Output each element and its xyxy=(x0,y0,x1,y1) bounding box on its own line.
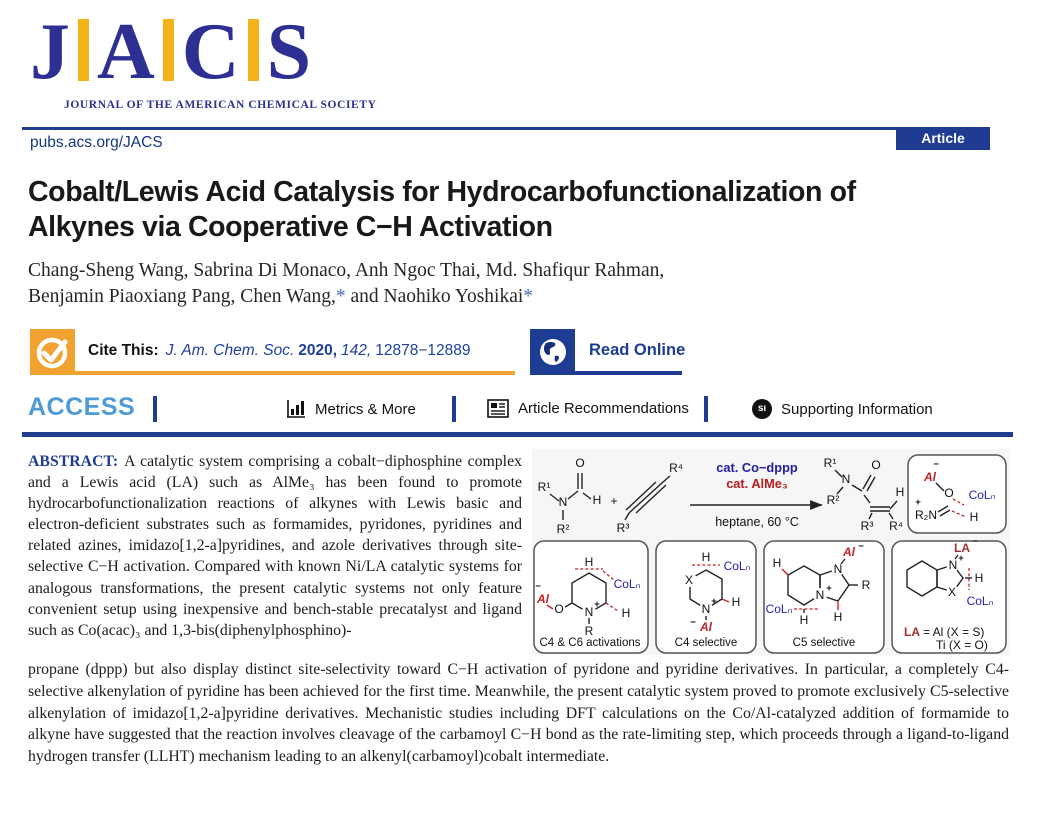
access-divider xyxy=(153,396,157,422)
article-type-badge: Article xyxy=(896,127,990,150)
aluminum-label: Al xyxy=(924,470,936,484)
lewis-acid-label: LA xyxy=(954,541,970,555)
r3-label: R³ xyxy=(860,519,874,533)
abstract-label: ABSTRACT: xyxy=(28,453,119,470)
globe-icon xyxy=(537,336,569,368)
bar-chart-icon xyxy=(286,399,306,419)
r3-label: R³ xyxy=(616,521,630,535)
reaction-arrow xyxy=(690,460,822,529)
aluminum-label: Al xyxy=(700,620,712,634)
r2n-label: R₂N xyxy=(915,508,937,522)
metrics-and-more-link[interactable] xyxy=(286,399,416,419)
cite-underline xyxy=(30,371,515,375)
plus-charge: + xyxy=(958,553,964,564)
plus-charge: + xyxy=(826,583,832,594)
plus-charge: + xyxy=(594,599,600,610)
access-divider xyxy=(704,396,708,422)
abstract-continued: propane (dppp) but also display distinct site-selectivity toward C−H activation of pyridone and pyridine derivatives. In particular, a completely C4-selective alkenylation of pyridine has been achieved for the first time. Meanwhile, the present catalytic system proved to promote exclusively C5-selective alkenylation of imidazo[1,2-a]pyridine derivatives. Mechanistic studies including DFT calculations on the Co/Al-catalyzed addition of formamide to alkyne have suggested that the reaction involves cleavage of the carbamoyl C−H bond as the rate-limiting step, which proceeds through a ligand-to-ligand hydrogen transfer (LLHT) mechanism leading to an alkenyl(carbamoyl)cobalt intermediate. xyxy=(28,661,1009,766)
cite-check-icon xyxy=(30,329,75,374)
catalyst-alme3: cat. AlMe₃ xyxy=(726,476,788,491)
hydrogen-label: H xyxy=(701,550,711,564)
hydrogen-label: H xyxy=(592,493,602,507)
section-rule xyxy=(22,432,1013,437)
r4-label: R⁴ xyxy=(889,519,903,533)
intermediate-box xyxy=(908,455,1006,533)
read-online-button[interactable] xyxy=(530,329,575,374)
corresponding-author-asterisk[interactable]: * xyxy=(523,285,534,307)
alkyne-structure xyxy=(617,461,683,535)
logo-gold-bar xyxy=(78,19,89,81)
cobalt-ligand-label: CoLₙ xyxy=(723,559,751,573)
citation-text[interactable] xyxy=(166,342,471,360)
r2-label: R² xyxy=(556,522,570,536)
supporting-information-label: Supporting Information xyxy=(781,400,933,418)
box4-caption-la: LA xyxy=(904,625,920,639)
nitrogen-label: N xyxy=(701,602,711,616)
citation[interactable] xyxy=(88,329,470,372)
minus-charge: − xyxy=(858,541,864,552)
hydrogen-label: H xyxy=(833,610,843,624)
r1-label: R¹ xyxy=(537,480,551,494)
oxygen-label: O xyxy=(575,456,585,470)
nitrogen-label: N xyxy=(584,605,594,619)
reaction-conditions: heptane, 60 °C xyxy=(715,515,799,529)
logo-gold-bar xyxy=(163,19,174,81)
graphical-abstract xyxy=(532,449,1010,655)
header-rule xyxy=(22,127,990,130)
c4-c6-activation-box xyxy=(534,541,648,653)
minus-charge: − xyxy=(690,617,696,628)
authors-line-2-text: Benjamin Piaoxiang Pang, Chen Wang, xyxy=(28,285,336,307)
hydrogen-label: H xyxy=(969,510,979,524)
authors-line-2 xyxy=(28,284,664,310)
r2-label: R² xyxy=(826,493,840,507)
citation-journal: J. Am. Chem. Soc. xyxy=(165,341,295,359)
hydrogen-label: H xyxy=(799,613,809,627)
plus-charge: + xyxy=(915,497,921,508)
lewis-acid-box xyxy=(892,536,1006,653)
article-recommendations-label: Article Recommendations xyxy=(518,400,689,417)
minus-charge: − xyxy=(535,581,541,592)
aluminum-label: Al xyxy=(537,592,549,606)
hydrogen-label: H xyxy=(621,606,631,620)
nitrogen-label: N xyxy=(558,495,568,509)
hydrogen-label: H xyxy=(772,556,782,570)
authors-line-2-text: and Naohiko Yoshikai xyxy=(345,285,524,307)
abstract-column-text: A catalytic system comprising a cobalt−diphosphine complex and a Lewis acid (LA) such as AlMe₃ has been found to promote hydrocarbofunctionalization reactions of alkynes with Lewis basic and electron-deficient substrates such as formamides, pyridones, pyridines and related azines, imidazo[1,2-a]pyridines, and azole derivatives through site-selective C−H activation. Compared with known Ni/LA catalytic systems for analogous transformations, the present catalytic systems not only feature convenient setup using inexpensive and bench-stable precatalyst and ligand such as Co(acac)₃ and 1,3-bis(diphenylphosphino)- xyxy=(28,453,522,639)
box4-caption-line2: Ti (X = O) xyxy=(936,638,988,652)
read-online-underline xyxy=(530,371,682,375)
box4-caption-rest: = Al (X = S) xyxy=(923,625,985,639)
r-label: R xyxy=(861,578,871,592)
r1-label: R¹ xyxy=(823,456,837,470)
hydrogen-label: H xyxy=(895,485,905,499)
logo-letter: J xyxy=(30,8,70,96)
nitrogen-label: N xyxy=(833,562,843,576)
x-label: X xyxy=(947,585,957,599)
oxygen-label: O xyxy=(554,602,564,616)
logo-gold-bar xyxy=(248,19,259,81)
access-link[interactable]: ACCESS xyxy=(28,393,136,421)
logo-letter: A xyxy=(97,8,155,96)
oxygen-label: O xyxy=(944,486,954,500)
access-divider xyxy=(452,396,456,422)
r-label: R xyxy=(584,624,594,638)
box3-caption: C5 selective xyxy=(792,637,856,649)
hydrogen-label: H xyxy=(731,595,741,609)
r4-label: R⁴ xyxy=(669,461,683,475)
plus-charge: + xyxy=(711,596,717,607)
catalyst-co-dppp: cat. Co−dppp xyxy=(716,460,798,475)
c5-selective-box xyxy=(764,541,884,653)
nitrogen-label: N xyxy=(815,588,825,602)
cobalt-ligand-label: CoLₙ xyxy=(968,488,996,502)
c4-selective-box xyxy=(656,541,756,653)
formamide-structure xyxy=(538,456,602,536)
si-icon: sı xyxy=(752,399,772,419)
read-online-label[interactable]: Read Online xyxy=(589,341,686,359)
plus-sign: + xyxy=(610,494,618,508)
citation-year: 2020, xyxy=(298,341,338,359)
hydrogen-label: H xyxy=(584,555,594,569)
box2-caption: C4 selective xyxy=(674,637,738,649)
nitrogen-label: N xyxy=(948,558,958,572)
paper-title: Cobalt/Lewis Acid Catalysis for Hydrocarbofunctionalization of Alkynes via Cooperative C−H Activation xyxy=(28,176,856,243)
citation-volume: 142, xyxy=(341,341,372,359)
minus-charge: − xyxy=(972,536,978,547)
cobalt-ligand-label: CoLₙ xyxy=(613,577,641,591)
nitrogen-label: N xyxy=(841,472,851,486)
cobalt-ligand-label: CoLₙ xyxy=(966,594,994,608)
x-label: X xyxy=(684,573,694,587)
hydrogen-label: H xyxy=(974,571,984,585)
journal-name: JOURNAL OF THE AMERICAN CHEMICAL SOCIETY xyxy=(64,99,377,111)
supporting-information-link[interactable] xyxy=(752,399,933,419)
product-structure xyxy=(824,456,905,533)
cobalt-ligand-label: CoLₙ xyxy=(765,602,793,616)
minus-charge: − xyxy=(933,459,939,470)
jacs-logo xyxy=(30,8,312,96)
journal-url-link[interactable]: pubs.acs.org/JACS xyxy=(30,134,163,151)
article-recommendations-icon xyxy=(487,399,509,418)
author-list xyxy=(28,258,664,309)
cite-this-label: Cite This: xyxy=(88,341,159,359)
check-icon xyxy=(30,329,75,374)
corresponding-author-asterisk[interactable]: * xyxy=(335,285,346,307)
logo-letter: C xyxy=(181,8,240,96)
abstract-column xyxy=(28,451,522,641)
logo-letter: S xyxy=(266,8,312,96)
authors-line-1: Chang-Sheng Wang, Sabrina Di Monaco, Anh Ngoc Thai, Md. Shafiqur Rahman, xyxy=(28,260,665,281)
metrics-and-more-label: Metrics & More xyxy=(315,400,416,418)
aluminum-label: Al xyxy=(843,545,855,559)
citation-pages: 12878−12889 xyxy=(375,341,471,359)
oxygen-label: O xyxy=(871,458,881,472)
box1-caption: C4 & C6 activations xyxy=(539,637,641,649)
article-recommendations-link[interactable] xyxy=(487,399,689,418)
